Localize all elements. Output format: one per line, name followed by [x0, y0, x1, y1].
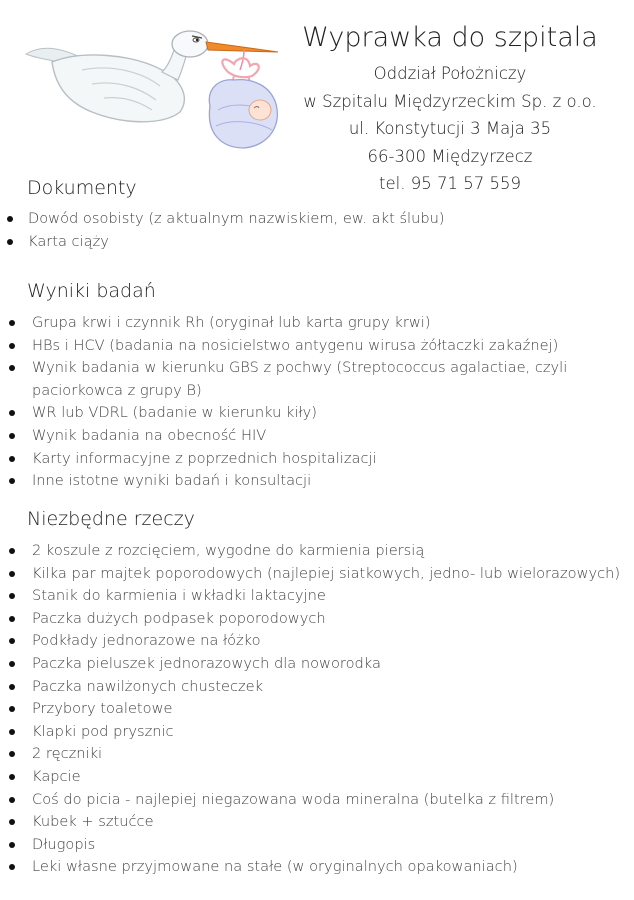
- list-item: Wynik badania w kierunku GBS z pochwy (Streptococcus agalactiae, czyli paciorkowca z grupy B): [32, 357, 628, 402]
- list-item: Karty informacyjne z poprzednich hospitalizacji: [32, 448, 628, 471]
- list-item: Dowód osobisty (z aktualnym nazwiskiem, ew. akt ślubu): [28, 208, 618, 231]
- list-item: Stanik do karmienia i wkładki laktacyjne: [32, 585, 622, 608]
- list-item: Inne istotne wyniki badań i konsultacji: [32, 470, 628, 493]
- phone-number: tel. 95 71 57 559: [379, 174, 521, 193]
- section-heading-dokumenty: Dokumenty: [27, 177, 137, 199]
- test-results-list: [32, 312, 628, 493]
- list-item: Kapcie: [32, 766, 622, 789]
- list-item: 2 koszule z rozcięciem, wygodne do karmienia piersią: [32, 540, 622, 563]
- stork-carrying-baby-icon: [22, 14, 280, 164]
- list-item: Klapki pod prysznic: [32, 721, 622, 744]
- list-item: Kubek + sztućce: [32, 811, 622, 834]
- list-item: Wynik badania na obecność HIV: [32, 425, 628, 448]
- hospital-name: w Szpitalu Międzyrzeckim Sp. z o.o.: [303, 91, 597, 111]
- list-item: Przybory toaletowe: [32, 698, 622, 721]
- list-item: Leki własne przyjmowane na stałe (w oryginalnych opakowaniach): [32, 856, 622, 879]
- section-heading-rzeczy: Niezbędne rzeczy: [27, 508, 195, 530]
- list-item: Karta ciąży: [28, 231, 618, 254]
- list-item: 2 ręczniki: [32, 743, 622, 766]
- section-heading-wyniki: Wyniki badań: [27, 280, 156, 302]
- list-item: Podkłady jednorazowe na łóżko: [32, 630, 622, 653]
- list-item: Grupa krwi i czynnik Rh (oryginał lub karta grupy krwi): [32, 312, 628, 335]
- essentials-list: [32, 540, 622, 879]
- list-item: Kilka par majtek poporodowych (najlepiej siatkowych, jedno- lub wielorazowych): [32, 563, 622, 586]
- list-item: HBs i HCV (badania na nosicielstwo antygenu wirusa żółtaczki zakaźnej): [32, 335, 628, 358]
- list-item: Paczka pieluszek jednorazowych dla noworodka: [32, 653, 622, 676]
- list-item: Coś do picia - najlepiej niegazowana woda mineralna (butelka z filtrem): [32, 789, 622, 812]
- department-name: Oddział Położniczy: [373, 64, 527, 83]
- hospital-header: [298, 18, 602, 198]
- documents-list: [28, 208, 618, 253]
- list-item: Paczka dużych podpasek poporodowych: [32, 608, 622, 631]
- list-item: Długopis: [32, 834, 622, 857]
- postal-city: 66-300 Międzyrzecz: [367, 146, 533, 166]
- list-item: WR lub VDRL (badanie w kierunku kiły): [32, 402, 628, 425]
- page-title: Wyprawka do szpitala: [302, 22, 598, 53]
- street-address: ul. Konstytucji 3 Maja 35: [348, 119, 552, 138]
- list-item: Paczka nawilżonych chusteczek: [32, 676, 622, 699]
